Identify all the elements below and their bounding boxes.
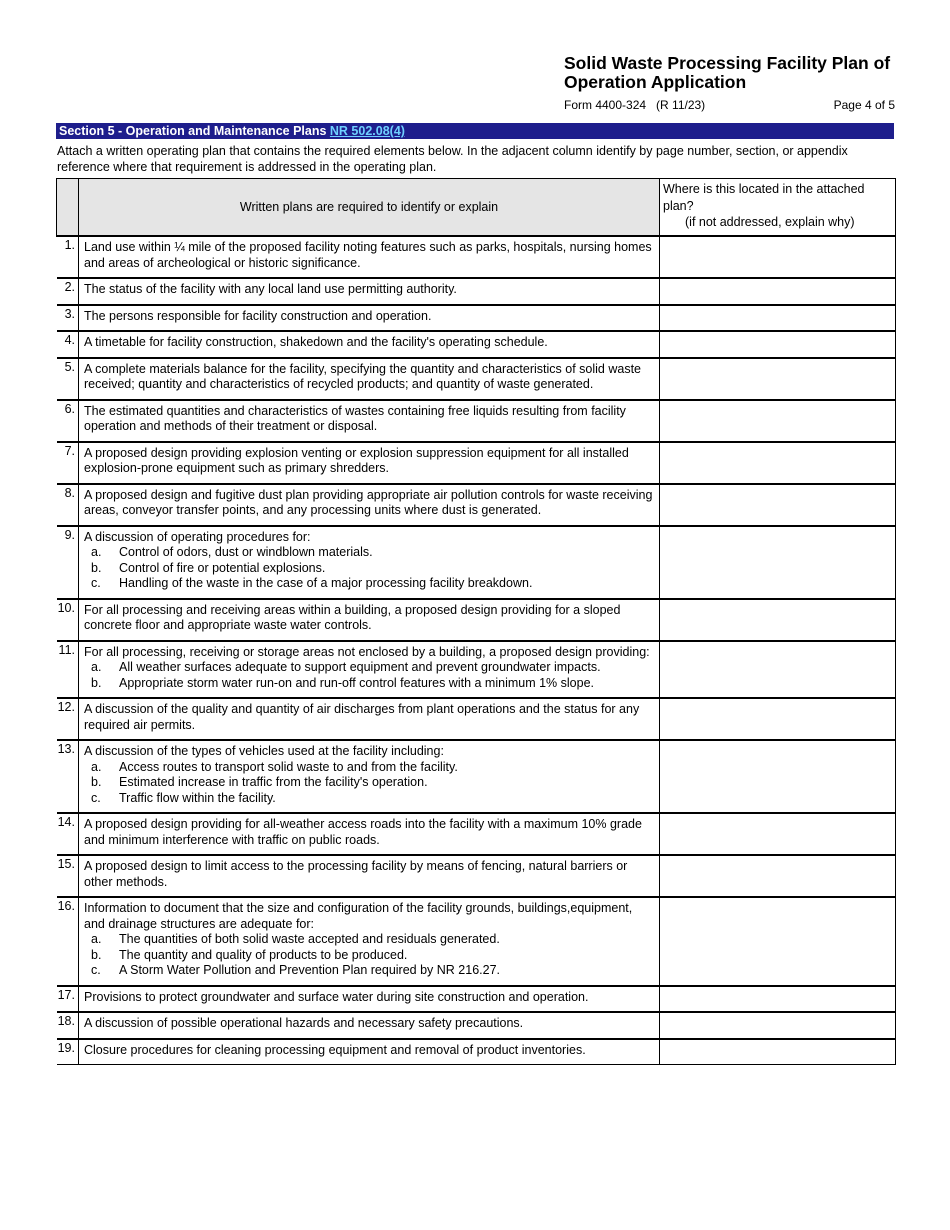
item-description-cell [79, 740, 660, 813]
item-description-cell [79, 526, 660, 599]
sub-item-text: A Storm Water Pollution and Prevention Plan required by NR 216.27. [119, 963, 500, 977]
location-input-cell[interactable] [660, 1012, 896, 1039]
table-row [57, 986, 896, 1013]
table-row [57, 331, 896, 358]
sub-item-letter: c. [91, 963, 101, 977]
item-description-cell [79, 305, 660, 332]
sub-item-text: The quantity and quality of products to be produced. [119, 947, 408, 962]
item-description-cell [79, 813, 660, 855]
table-row [57, 599, 896, 641]
section-header [56, 123, 894, 139]
item-description: A proposed design providing explosion venting or explosion suppression equipment for all installed explosion-prone equipment such as primary shredders. [84, 445, 629, 475]
location-input-cell[interactable] [660, 599, 896, 641]
item-number: 6. [57, 400, 79, 442]
item-description: A discussion of the types of vehicles used at the facility including: [84, 744, 444, 758]
table-row [57, 740, 896, 813]
item-description: A complete materials balance for the facility, specifying the quantity and characteristics of solid waste received; quantity and characteristics of recycled products; and quantity of waste generated. [84, 361, 641, 391]
location-input-cell[interactable] [660, 813, 896, 855]
item-description: For all processing, receiving or storage areas not enclosed by a building, a proposed design providing: [84, 644, 650, 659]
form-number: Form 4400-324 (R 11/23) [564, 98, 706, 112]
item-description: Land use within ¼ mile of the proposed facility noting features such as parks, hospitals, nursing homes and areas of archeological or historic significance. [84, 240, 652, 270]
item-description: Closure procedures for cleaning processing equipment and removal of product inventories. [84, 1042, 586, 1057]
sub-item [84, 791, 656, 807]
sub-item-text: Estimated increase in traffic from the facility's operation. [119, 775, 428, 789]
sub-item-letter: b. [91, 947, 102, 962]
header-description: Written plans are required to identify or explain [79, 179, 660, 237]
item-number: 13. [57, 740, 79, 813]
location-input-cell[interactable] [660, 236, 896, 278]
item-description-cell [79, 599, 660, 641]
item-description: For all processing and receiving areas within a building, a proposed design providing for a sloped concrete floor and appropriate waste water controls. [84, 602, 621, 632]
header-location-question: Where is this located in the attached plan? [663, 182, 865, 213]
item-description-cell [79, 855, 660, 897]
sub-item [84, 775, 656, 791]
item-description: A proposed design providing for all-weather access roads into the facility with a maximum 10% grade and minimum interference with traffic on public roads. [84, 817, 642, 847]
location-input-cell[interactable] [660, 442, 896, 484]
table-row [57, 236, 896, 278]
item-description-cell [79, 897, 660, 986]
sub-item [84, 932, 656, 948]
sub-item-letter: c. [91, 576, 101, 590]
header-number-cell [57, 179, 79, 237]
item-number: 9. [57, 526, 79, 599]
sub-item-text: Access routes to transport solid waste to and from the facility. [119, 759, 458, 774]
item-number: 1. [57, 236, 79, 278]
sub-item-letter: b. [91, 675, 102, 690]
location-input-cell[interactable] [660, 1039, 896, 1065]
sub-item-text: All weather surfaces adequate to support equipment and prevent groundwater impacts. [119, 660, 601, 674]
item-description: A timetable for facility construction, shakedown and the facility's operating schedule. [84, 335, 548, 349]
item-number: 11. [57, 641, 79, 699]
item-description: A discussion of operating procedures for: [84, 529, 311, 544]
item-number: 5. [57, 358, 79, 400]
sub-item-text: Control of fire or potential explosions. [119, 560, 326, 575]
item-description-cell [79, 986, 660, 1013]
item-description-cell [79, 1012, 660, 1039]
table-row [57, 698, 896, 740]
location-input-cell[interactable] [660, 526, 896, 599]
item-description: A proposed design to limit access to the processing facility by means of fencing, natural barriers or other methods. [84, 859, 628, 889]
table-row [57, 484, 896, 526]
item-description-cell [79, 400, 660, 442]
item-number: 4. [57, 331, 79, 358]
table-row [57, 305, 896, 332]
sub-item-letter: a. [91, 932, 102, 946]
page-number: Page 4 of 5 [833, 98, 895, 112]
item-description-cell [79, 358, 660, 400]
item-number: 15. [57, 855, 79, 897]
sub-item [84, 963, 656, 979]
title-block [564, 54, 896, 112]
table-row [57, 641, 896, 699]
location-input-cell[interactable] [660, 897, 896, 986]
table-row [57, 1012, 896, 1039]
header-location-note: (if not addressed, explain why) [685, 215, 855, 229]
location-input-cell[interactable] [660, 740, 896, 813]
table-row [57, 855, 896, 897]
location-input-cell[interactable] [660, 331, 896, 358]
location-input-cell[interactable] [660, 400, 896, 442]
table-header-row [57, 179, 896, 237]
item-description-cell [79, 331, 660, 358]
item-description: A discussion of the quality and quantity of air discharges from plant operations and the status for any required air permits. [84, 702, 640, 732]
item-description-cell [79, 484, 660, 526]
item-description: A proposed design and fugitive dust plan providing appropriate air pollution controls for waste receiving areas, conveyor transfer points, and any processing units where dust is generated. [84, 487, 653, 517]
form-meta [564, 98, 896, 112]
item-number: 3. [57, 305, 79, 332]
requirements-table [56, 178, 896, 1065]
item-number: 16. [57, 897, 79, 986]
table-row [57, 278, 896, 305]
sub-item-letter: c. [91, 790, 101, 805]
location-input-cell[interactable] [660, 986, 896, 1013]
table-row [57, 358, 896, 400]
item-description: The persons responsible for facility construction and operation. [84, 308, 432, 323]
sub-item-text: Traffic flow within the facility. [119, 790, 276, 805]
item-number: 8. [57, 484, 79, 526]
item-number: 10. [57, 599, 79, 641]
location-input-cell[interactable] [660, 698, 896, 740]
item-description-cell [79, 278, 660, 305]
form-title: Solid Waste Processing Facility Plan of Operation Application [564, 53, 891, 92]
item-description: A discussion of possible operational hazards and necessary safety precautions. [84, 1016, 524, 1030]
item-description-cell [79, 442, 660, 484]
sub-item-letter: a. [91, 759, 102, 774]
sub-item [84, 660, 656, 676]
location-input-cell[interactable] [660, 358, 896, 400]
item-description: The estimated quantities and characteristics of wastes containing free liquids resulting from facility operation and methods of their treatment or disposal. [84, 403, 626, 433]
item-description-cell [79, 698, 660, 740]
location-input-cell[interactable] [660, 641, 896, 699]
item-description-cell [79, 641, 660, 699]
item-number: 19. [57, 1039, 79, 1065]
sub-item-letter: b. [91, 775, 102, 789]
sub-item-letter: b. [91, 560, 102, 575]
item-description: The status of the facility with any local land use permitting authority. [84, 282, 457, 296]
item-number: 12. [57, 698, 79, 740]
sub-item-text: Control of odors, dust or windblown materials. [119, 545, 373, 559]
table-row [57, 1039, 896, 1065]
location-input-cell[interactable] [660, 855, 896, 897]
item-description-cell [79, 1039, 660, 1065]
sub-item-text: The quantities of both solid waste accepted and residuals generated. [119, 932, 500, 946]
sub-item-letter: a. [91, 660, 102, 674]
sub-item [84, 676, 656, 692]
table-row [57, 897, 896, 986]
sub-item [84, 576, 656, 592]
location-input-cell[interactable] [660, 484, 896, 526]
table-row [57, 526, 896, 599]
item-number: 7. [57, 442, 79, 484]
item-number: 14. [57, 813, 79, 855]
sub-item [84, 948, 656, 964]
table-row [57, 813, 896, 855]
section-title: Section 5 - Operation and Maintenance Plans [59, 124, 327, 138]
location-input-cell[interactable] [660, 278, 896, 305]
location-input-cell[interactable] [660, 305, 896, 332]
item-number: 2. [57, 278, 79, 305]
sub-item-text: Handling of the waste in the case of a major processing facility breakdown. [119, 576, 533, 590]
sub-item-letter: a. [91, 545, 102, 559]
item-description: Information to document that the size and configuration of the facility grounds, buildings,equipment, and drainage structures are adequate for: [84, 901, 633, 931]
table-row [57, 400, 896, 442]
item-description: Provisions to protect groundwater and surface water during site construction and operation. [84, 989, 589, 1004]
sub-item [84, 760, 656, 776]
header-location [660, 179, 896, 237]
item-number: 17. [57, 986, 79, 1013]
item-description-cell [79, 236, 660, 278]
sub-item [84, 561, 656, 577]
item-number: 18. [57, 1012, 79, 1039]
table-row [57, 442, 896, 484]
sub-item-text: Appropriate storm water run-on and run-off control features with a minimum 1% slope. [119, 675, 594, 690]
nr-reference-link[interactable]: NR 502.08(4) [329, 124, 405, 138]
sub-item [84, 545, 656, 561]
section-instructions: Attach a written operating plan that contains the required elements below. In the adjacent column identify by page number, section, or appendix reference where that requirement is addressed in the operating plan. [57, 144, 848, 174]
